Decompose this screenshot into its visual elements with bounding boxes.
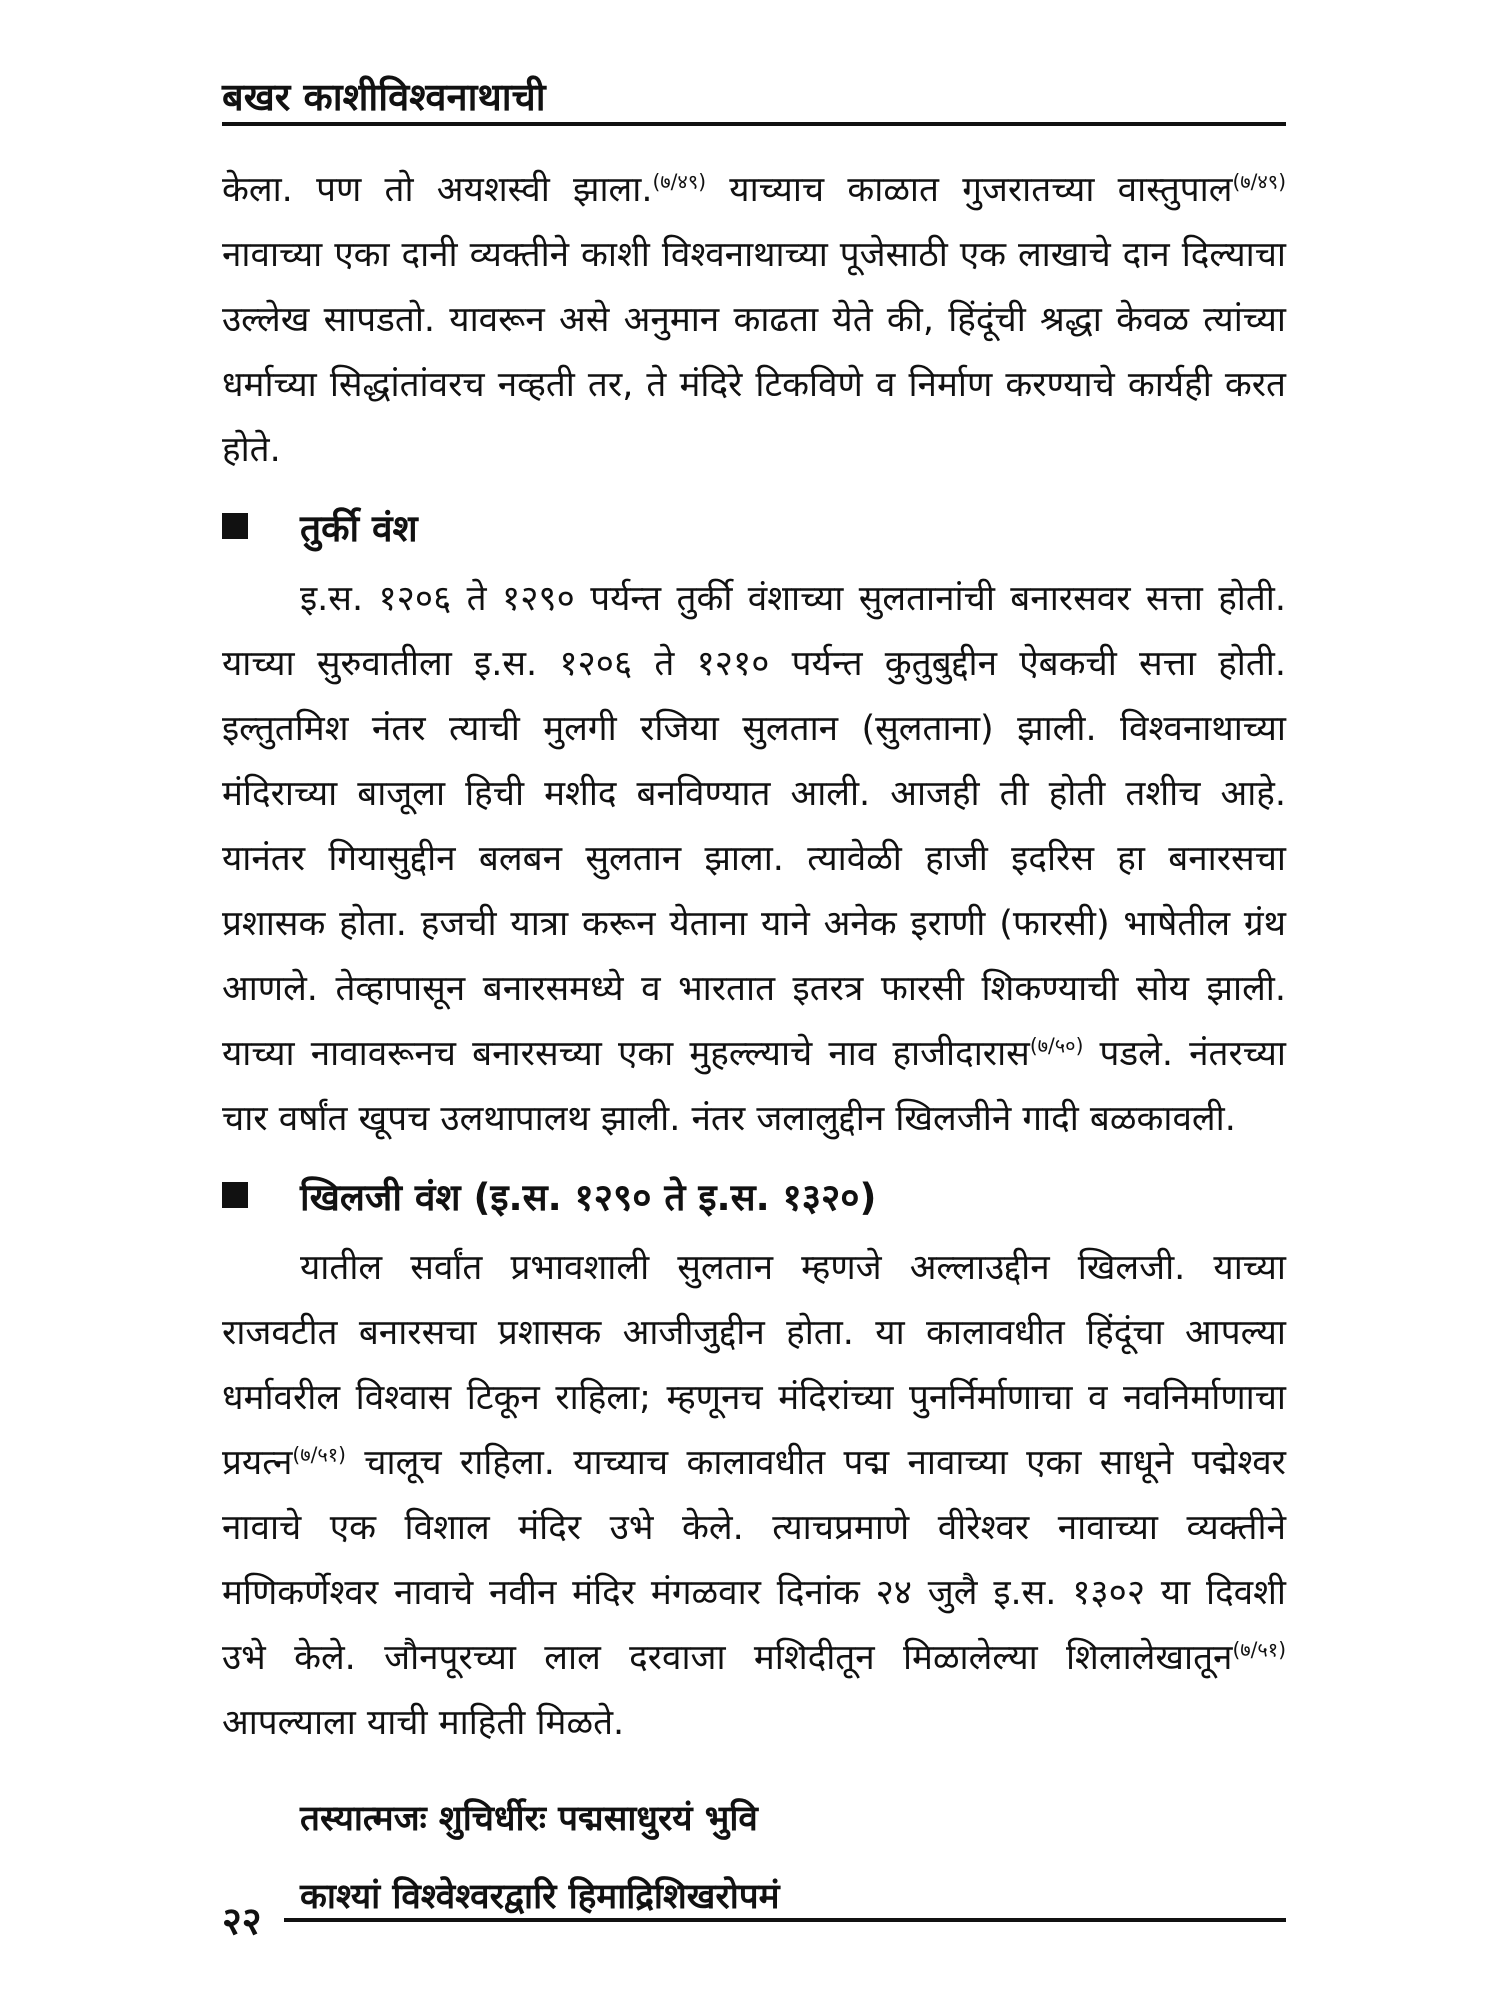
section-heading-text: तुर्की वंश (300, 506, 418, 550)
black-square-bullet-icon (222, 513, 248, 539)
page-number: २२ (222, 1899, 262, 1943)
citation-marker: (७/४९) (1232, 169, 1286, 194)
verse-line-2: काश्यां विश्वेश्वरद्वारि हिमाद्रिशिखरोपमं (300, 1877, 780, 1917)
paragraph-text: आपल्याला याची माहिती मिळते. (222, 1703, 625, 1743)
paragraph-text: यातील सर्वांत प्रभावशाली सुलतान म्हणजे अल्लाउद्दीन खिलजी. याच्या राजवटीत बनारसचा प्रशासक आजीजुद्दीन होता. या कालावधीत हिंदूंचा आपल्या धर्मावरील विश्वास टिकून राहिला; म्हणूनच मंदिरांच्या पुनर्निर्माणाचा व नवनिर्माणाचा प्रयत्न (222, 1248, 1286, 1483)
paragraph-intro (222, 158, 1286, 483)
citation-marker: (७/४९) (652, 169, 707, 194)
paragraph-text: केला. पण तो अयशस्वी झाला. (222, 170, 653, 210)
verse-line-1: तस्यात्मजः शुचिर्धीरः पद्मसाधुरयं भुवि (300, 1799, 758, 1839)
header-rule (222, 122, 1286, 126)
paragraph-text: नावाच्या एका दानी व्यक्तीने काशी विश्वनाथाच्या पूजेसाठी एक लाखाचे दान दिल्याचा उल्लेख सापडतो. यावरून असे अनुमान काढता येते की, हिंदूंची श्रद्धा केवळ त्यांच्या धर्माच्या सिद्धांतांवरच नव्हती तर, ते मंदिरे टिकविणे व निर्माण करण्याचे कार्यही करत होते. (222, 235, 1286, 470)
section-heading-khilji (222, 1160, 1286, 1230)
paragraph-turki (222, 567, 1286, 1152)
citation-marker: (७/५१) (1232, 1637, 1286, 1662)
footer-rule (284, 1918, 1286, 1922)
paragraph-khilji (222, 1236, 1286, 1756)
paragraph-text: पडले. नंतरच्या चार वर्षांत खूपच उलथापालथ झाली. नंतर जलालुद्दीन खिलजीने गादी बळकावली. (222, 1034, 1286, 1139)
page-footer (222, 1894, 1286, 1944)
paragraph-text: इ.स. १२०६ ते १२९० पर्यन्त तुर्की वंशाच्या सुलतानांची बनारसवर सत्ता होती. याच्या सुरुवातीला इ.स. १२०६ ते १२१० पर्यन्त कुतुबुद्दीन ऐबकची सत्ता होती. इल्तुतमिश नंतर त्याची मुलगी रजिया सुलतान (सुलताना) झाली. विश्वनाथाच्या मंदिराच्या बाजूला हिची मशीद बनविण्यात आली. आजही ती होती तशीच आहे. यानंतर गियासुद्दीन बलबन सुलतान झाला. त्यावेळी हाजी इदरिस हा बनारसचा प्रशासक होता. हजची यात्रा करून येताना याने अनेक इराणी (फारसी) भाषेतील ग्रंथ आणले. तेव्हापासून बनारसमध्ये व भारतात इतरत्र फारसी शिकण्याची सोय झाली. याच्या नावावरूनच बनारसच्या एका मुहल्ल्याचे नाव हाजीदारास (222, 579, 1286, 1074)
citation-marker: (७/५१) (292, 1442, 346, 1467)
black-square-bullet-icon (222, 1182, 248, 1208)
page-body (222, 158, 1286, 1936)
citation-marker: (७/५०) (1029, 1033, 1084, 1058)
paragraph-text: चालूच राहिला. याच्याच कालावधीत पद्म नावाच्या एका साधूने पद्मेश्वर नावाचे एक विशाल मंदिर उभे केले. त्याचप्रमाणे वीरेश्वर नावाच्या व्यक्तीने मणिकर्णेश्वर नावाचे नवीन मंदिर मंगळवार दिनांक २४ जुलै इ.स. १३०२ या दिवशी उभे केले. जौनपूरच्या लाल दरवाजा मशिदीतून मिळालेल्या शिलालेखातून (222, 1443, 1286, 1678)
section-heading-turki (222, 491, 1286, 561)
running-header-title: बखर काशीविश्वनाथाची (222, 75, 546, 119)
section-heading-text: खिलजी वंश (इ.स. १२९० ते इ.स. १३२०) (300, 1175, 877, 1219)
paragraph-text: याच्याच काळात गुजरातच्या वास्तुपाल (706, 170, 1233, 210)
